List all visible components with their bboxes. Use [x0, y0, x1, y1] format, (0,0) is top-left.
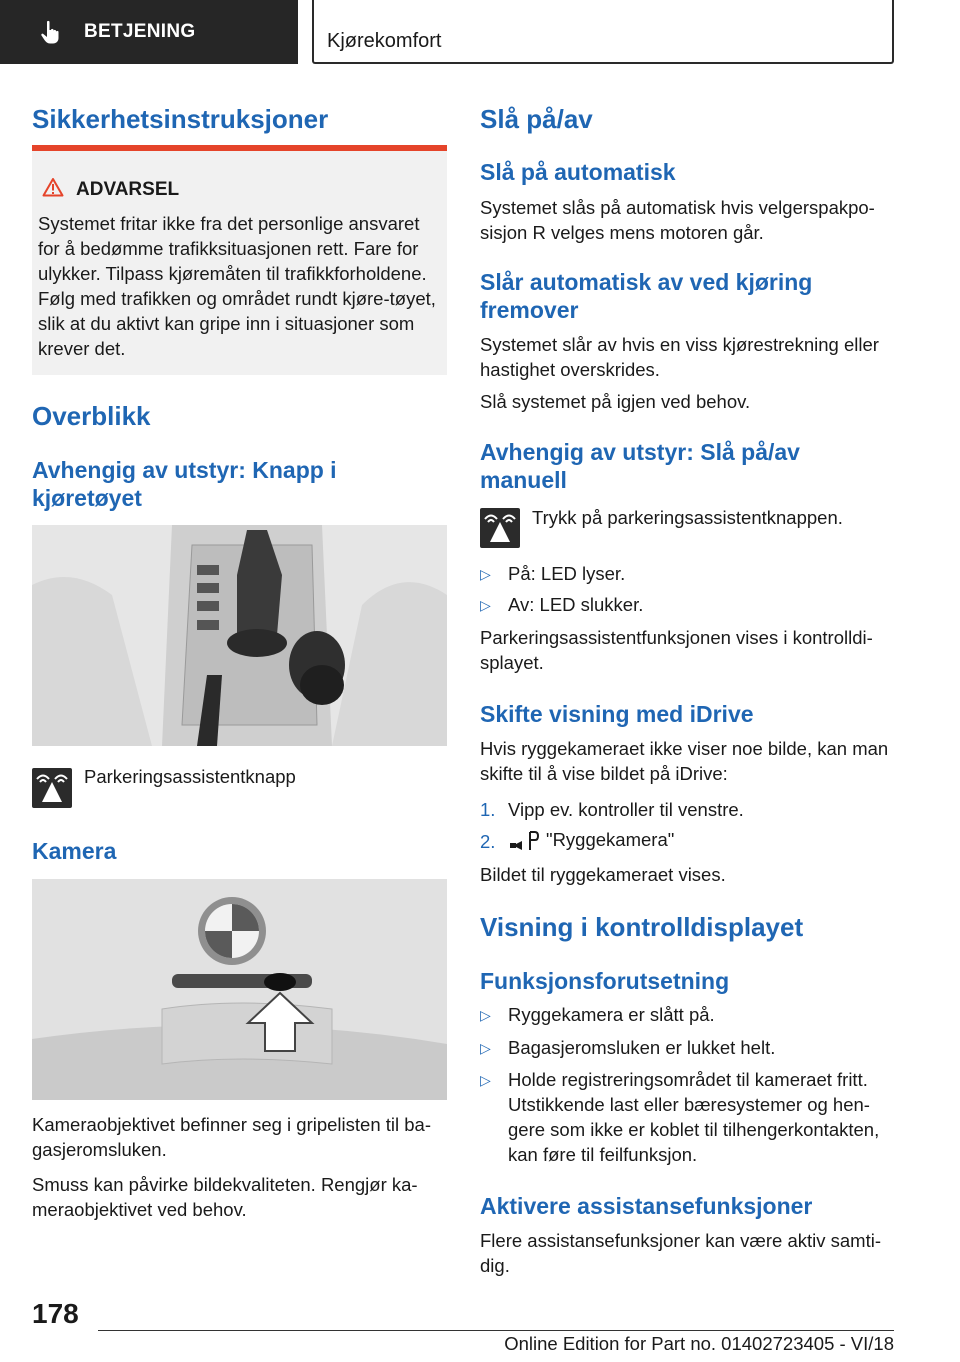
camera-paragraph-2: Smuss kan påvirke bildekvaliteten. Rengjør ka-meraobjektivet ved behov. [32, 1174, 418, 1220]
idrive-after-text: Bildet til ryggekameraet vises. [480, 864, 726, 885]
camera-heading: Kamera [32, 838, 117, 864]
subsection-label: Kjørekomfort [327, 30, 442, 52]
auto-off-text: Systemet slår av hvis en viss kjørestrekning eller hastighet overskrides. [480, 334, 879, 380]
button-heading: Avhengig av utstyr: Knapp i kjøretøyet [32, 457, 337, 511]
park-assist-button-icon [480, 508, 520, 548]
bullet-triangle-icon: ▷ [480, 1072, 491, 1088]
bullet-triangle-icon: ▷ [480, 566, 491, 582]
button-caption: Parkeringsassistentknapp [84, 766, 296, 787]
auto-on-text: Systemet slås på automatisk hvis velgerspakpo-sisjon R velges mens motoren går. [480, 197, 875, 243]
warning-triangle-icon [42, 177, 64, 197]
step-number: 1. [480, 799, 496, 820]
section-label: BETJENING [84, 21, 196, 42]
auto-off-text-2: Slå systemet på igjen ved behov. [480, 391, 751, 412]
assist-text: Flere assistansefunksjoner kan være aktiv samti-dig. [480, 1230, 881, 1276]
park-assist-button-icon [32, 768, 72, 808]
safety-heading: Sikkerhetsinstruksjoner [32, 104, 329, 134]
bullet-triangle-icon: ▷ [480, 597, 491, 613]
page-number: 178 [32, 1298, 79, 1329]
warning-text: Systemet fritar ikke fra det personlige ansvaret for å bedømme trafikksituasjonen rett. Fare for ulykker. Tilpass kjøremåten til trafikkforholdene. Følg med trafikken og området rundt kjøre-tøyet, slik at du aktivt kan gripe inn i situasjoner som krever det. [38, 213, 436, 359]
precondition-heading: Funksjonsforutsetning [480, 968, 730, 994]
manual-text: Trykk på parkeringsassistentknappen. [532, 507, 843, 528]
hand-pointer-icon [38, 19, 64, 45]
warning-box [32, 145, 447, 375]
onoff-heading: Slå på/av [480, 104, 593, 134]
auto-off-heading: Slår automatisk av ved kjøring fremover [480, 269, 813, 323]
subsection-tab [312, 0, 894, 64]
idrive-text: Hvis ryggekameraet ikke viser noe bilde, kan man skifte til å vise bildet på iDrive: [480, 738, 889, 784]
bullet-triangle-icon: ▷ [480, 1007, 491, 1023]
warning-label: ADVARSEL [76, 179, 180, 200]
camera-image [32, 879, 447, 1100]
display-heading: Visning i kontrolldisplayet [480, 912, 804, 942]
idrive-heading: Skifte visning med iDrive [480, 701, 754, 727]
footer-divider [98, 1330, 894, 1331]
assist-heading: Aktivere assistansefunksjoner [480, 1193, 813, 1219]
section-tab [0, 0, 298, 64]
bullet-triangle-icon: ▷ [480, 1040, 491, 1056]
rear-camera-icon [508, 830, 540, 852]
step-text: Vipp ev. kontroller til venstre. [508, 799, 744, 820]
overview-heading: Overblikk [32, 401, 151, 431]
step-text: "Ryggekamera" [546, 829, 675, 850]
step-number: 2. [480, 831, 496, 852]
manual-heading: Avhengig av utstyr: Slå på/av manuell [480, 439, 800, 493]
auto-on-heading: Slå på automatisk [480, 159, 676, 185]
edition-info: Online Edition for Part no. 01402723405 - VI/18 [504, 1333, 894, 1354]
manual-after-text: Parkeringsassistentfunksjonen vises i kontrolldi-splayet. [480, 627, 873, 673]
center-console-image [32, 525, 447, 746]
camera-paragraph-1: Kameraobjektivet befinner seg i gripelisten til ba-gasjeromsluken. [32, 1114, 431, 1160]
